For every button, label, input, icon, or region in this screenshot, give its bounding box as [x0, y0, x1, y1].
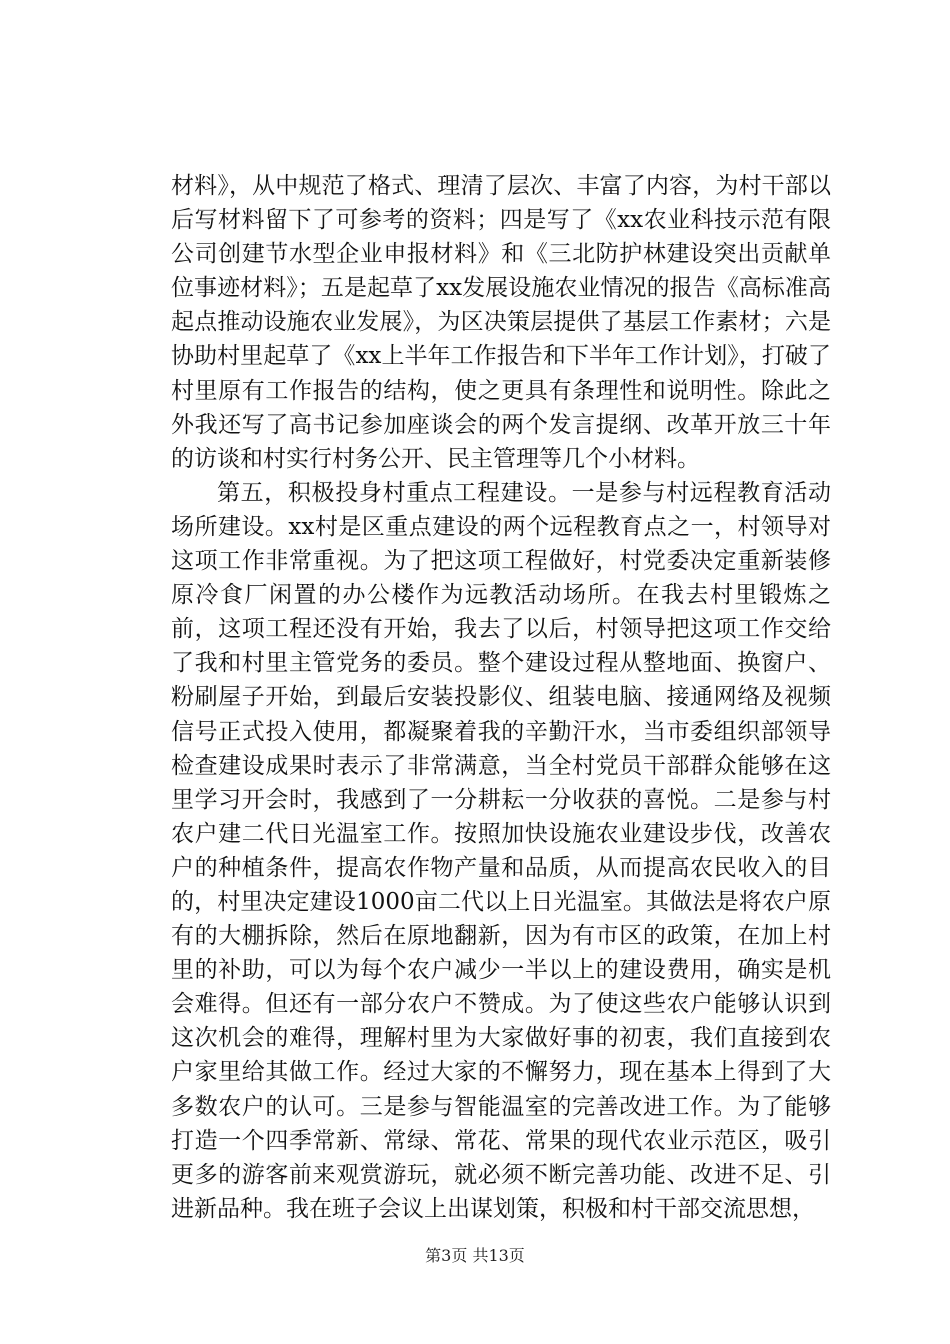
paragraph-section-five: 第五，积极投身村重点工程建设。一是参与村远程教育活动场所建设。xx村是区重点建设的两个远程教育点之一，村领导对这项工作非常重视。为了把这项工程做好，村党委决定重新装修原冷食厂闲置的办公楼作为远教活动场所。在我去村里锻炼之前，这项工程还没有开始，我去了以后，村领导把这项工作交给了我和村里主管党务的委员。整个建设过程从整地面、换窗户、粉刷屋子开始，到最后安装投影仪、组装电脑、接通网络及视频信号正式投入使用，都凝聚着我的辛勤汗水，当市委组织部领导检查建设成果时表示了非常满意，当全村党员干部群众能够在这里学习开会时，我感到了一分耕耘一分收获的喜悦。二是参与村农户建二代日光温室工作。按照加快设施农业建设步伐，改善农户的种植条件，提高农作物产量和品质，从而提高农民收入的目的，村里决定建设1000亩二代以上日光温室。其做法是将农户原有的大棚拆除，然后在原地翻新，因为有市区的政策，在加上村里的补助，可以为每个农户减少一半以上的建设费用，确实是机会难得。但还有一部分农户不赞成。为了使这些农户能够认识到这次机会的难得，理解村里为大家做好事的初衷，我们直接到农户家里给其做工作。经过大家的不懈努力，现在基本上得到了大多数农户的认可。三是参与智能温室的完善改进工作。为了能够打造一个四季常新、常绿、常花、常果的现代农业示范区，吸引更多的游客前来观赏游玩，就必须不断完善功能、改进不足、引进新品种。我在班子会议上出谋划策，积极和村干部交流思想，: [171, 479, 831, 1222]
page-footer: 第3页 共13页: [425, 1246, 525, 1265]
paragraph-continuation: 材料》，从中规范了格式、理清了层次、丰富了内容，为村干部以后写材料留下了可参考的资料；四是写了《xx农业科技示范有限公司创建节水型企业申报材料》和《三北防护林建设突出贡献单位事迹材料》；五是起草了xx发展设施农业情况的报告《高标准高起点推动设施农业发展》，为区决策层提供了基层工作素材；六是协助村里起草了《xx上半年工作报告和下半年工作计划》，打破了村里原有工作报告的结构，使之更具有条理性和说明性。除此之外我还写了高书记参加座谈会的两个发言提纲、改革开放三十年的访谈和村实行村务公开、民主管理等几个小材料。: [171, 173, 831, 472]
document-body: [171, 169, 831, 1226]
